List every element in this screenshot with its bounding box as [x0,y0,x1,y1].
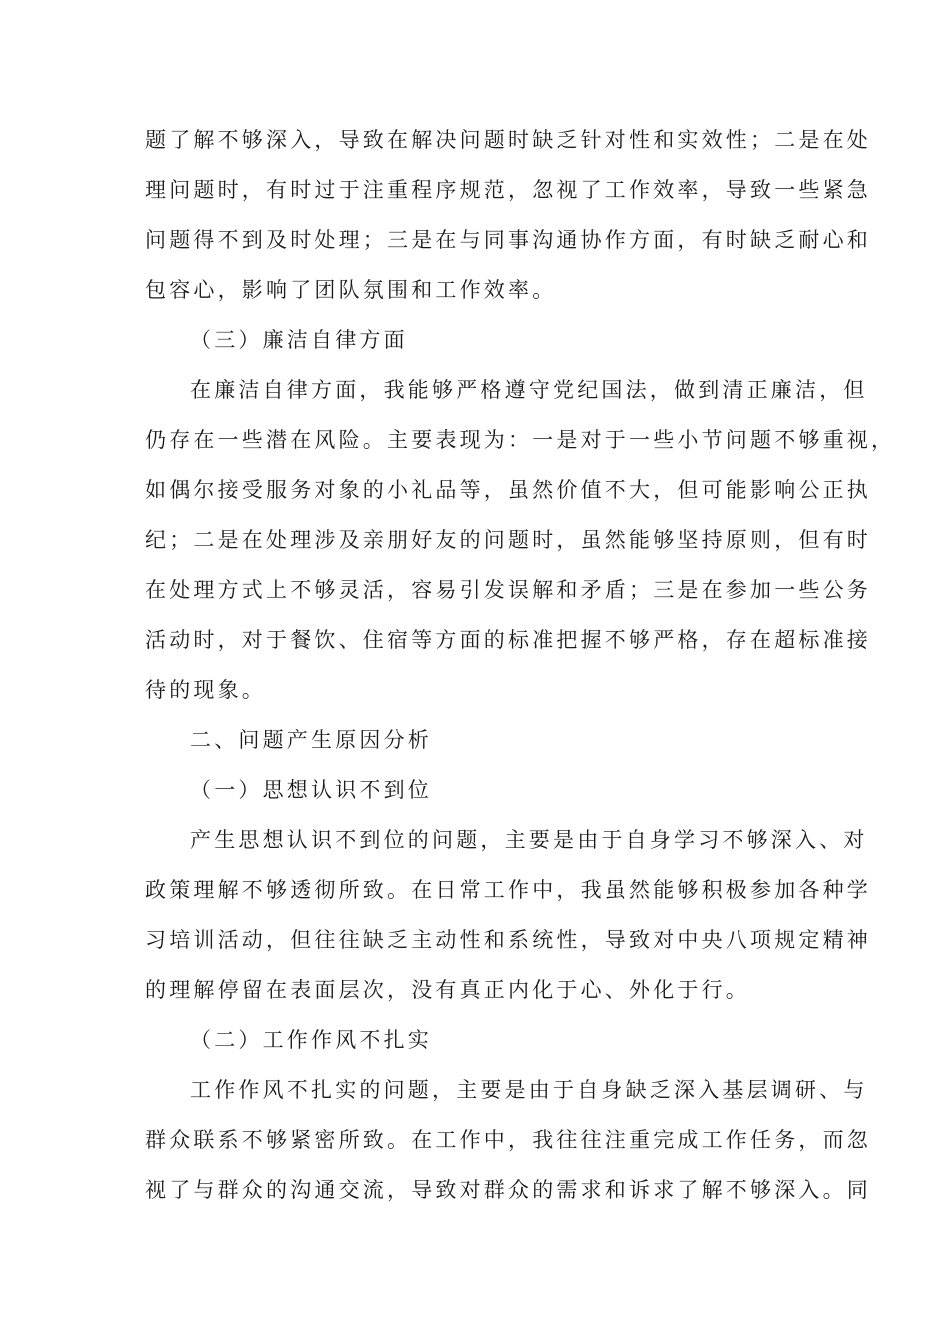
paragraph-line: 在廉洁自律方面，我能够严格遵守党纪国法，做到清正廉洁，但 [190,378,868,402]
section-subheading: （一）思想认识不到位 [190,778,432,802]
paragraph-line: 问题得不到及时处理；三是在与同事沟通协作方面，有时缺乏耐心和 [145,228,871,252]
paragraph-line: 视了与群众的沟通交流，导致对群众的需求和诉求了解不够深入。同 [145,1178,871,1202]
paragraph-line: 在处理方式上不够灵活，容易引发误解和矛盾；三是在参加一些公务 [145,578,871,602]
section-subheading: （二）工作作风不扎实 [190,1028,432,1052]
paragraph-line: 的理解停留在表面层次，没有真正内化于心、外化于行。 [145,978,750,1002]
paragraph-line: 仍存在一些潜在风险。主要表现为：一是对于一些小节问题不够重视， [145,428,896,452]
paragraph-line: 纪；二是在处理涉及亲朋好友的问题时，虽然能够坚持原则，但有时 [145,528,871,552]
paragraph-line: 包容心，影响了团队氛围和工作效率。 [145,278,557,302]
paragraph-line: 题了解不够深入，导致在解决问题时缺乏针对性和实效性；二是在处 [145,128,871,152]
paragraph-line: 产生思想认识不到位的问题，主要是由于自身学习不够深入、对 [190,828,868,852]
paragraph-line: 政策理解不够透彻所致。在日常工作中，我虽然能够积极参加各种学 [145,878,871,902]
paragraph-line: 习培训活动，但往往缺乏主动性和系统性，导致对中央八项规定精神 [145,928,871,952]
paragraph-line: 活动时，对于餐饮、住宿等方面的标准把握不够严格，存在超标准接 [145,628,871,652]
paragraph-line: 理问题时，有时过于注重程序规范，忽视了工作效率，导致一些紧急 [145,178,871,202]
section-heading: 二、问题产生原因分析 [190,728,432,752]
paragraph-line: 待的现象。 [145,678,266,702]
paragraph-line: 如偶尔接受服务对象的小礼品等，虽然价值不大，但可能影响公正执 [145,478,871,502]
section-subheading: （三）廉洁自律方面 [190,328,408,352]
paragraph-line: 群众联系不够紧密所致。在工作中，我往往注重完成工作任务，而忽 [145,1128,871,1152]
paragraph-line: 工作作风不扎实的问题，主要是由于自身缺乏深入基层调研、与 [190,1078,868,1102]
